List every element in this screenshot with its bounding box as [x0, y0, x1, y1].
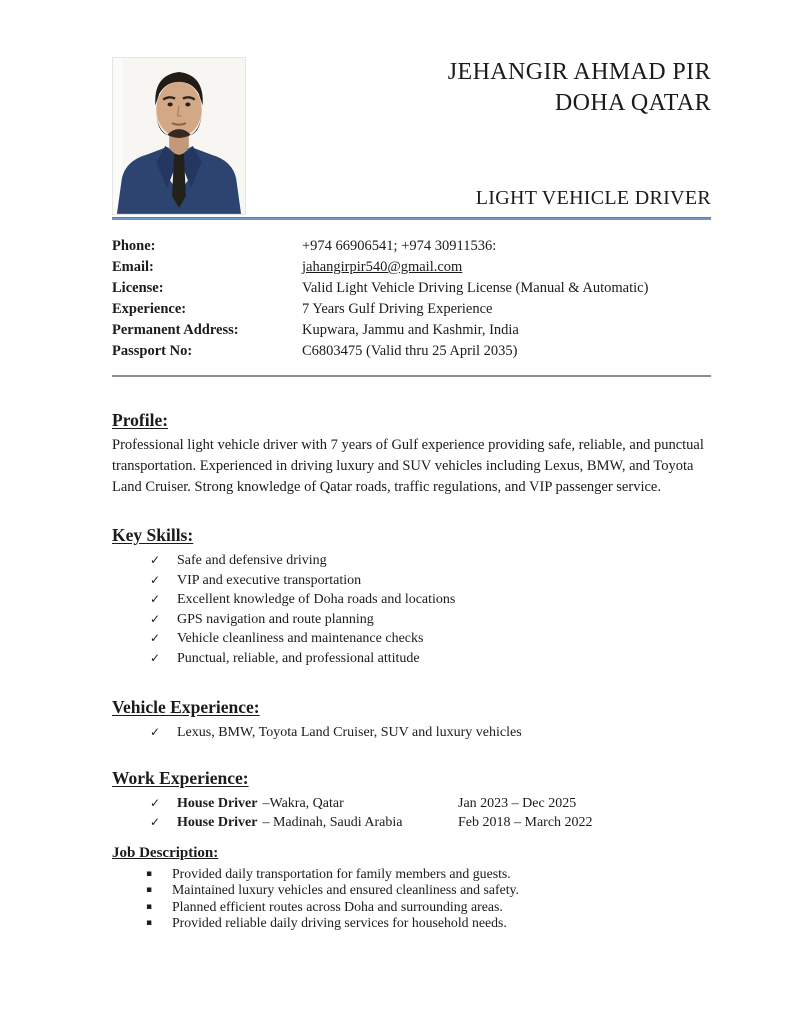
- accent-divider: [112, 217, 711, 220]
- key-skills-section: [112, 525, 711, 668]
- license-value: Valid Light Vehicle Driving License (Manual & Automatic): [302, 280, 649, 296]
- check-icon: ✓: [150, 725, 161, 739]
- work-experience-list: [112, 794, 711, 833]
- check-icon: ✓: [150, 553, 161, 567]
- contact-row-license: [112, 278, 711, 299]
- contact-label: Email:: [112, 259, 154, 275]
- skill-text: Vehicle cleanliness and maintenance checks: [177, 631, 424, 646]
- skill-item: [150, 551, 711, 571]
- applicant-name: JEHANGIR AHMAD PIR: [447, 59, 711, 85]
- jd-text: Provided daily transportation for family members and guests.: [172, 865, 511, 881]
- skill-text: VIP and executive transportation: [177, 572, 362, 588]
- vehicle-experience-list: [112, 723, 711, 743]
- vehicle-text: Lexus, BMW, Toyota Land Cruiser, SUV and luxury vehicles: [177, 725, 522, 740]
- square-bullet-icon: ▪: [146, 901, 153, 912]
- name-block: [448, 57, 711, 119]
- contact-label: Experience:: [112, 301, 187, 317]
- email-link[interactable]: jahangirpir540@gmail.com: [302, 259, 463, 275]
- skill-text: Safe and defensive driving: [177, 553, 327, 568]
- jd-item: [146, 899, 711, 916]
- jd-text: Provided reliable daily driving services for household needs.: [172, 915, 507, 930]
- job-description-heading: Job Description:: [112, 844, 219, 861]
- check-icon: ✓: [150, 795, 161, 810]
- skill-item: [150, 649, 711, 669]
- check-icon: ✓: [150, 815, 161, 829]
- header: [112, 57, 711, 217]
- jd-text: Maintained luxury vehicles and ensured cleanliness and safety.: [172, 882, 519, 897]
- key-skills-list: [112, 551, 711, 668]
- contact-label: Permanent Address:: [112, 322, 239, 338]
- job-main: [177, 813, 458, 833]
- applicant-photo: [112, 57, 246, 215]
- square-bullet-icon: ▪: [146, 868, 153, 879]
- skill-text: GPS navigation and route planning: [177, 611, 374, 627]
- contact-row-address: [112, 320, 711, 341]
- job-description-list: [112, 866, 711, 932]
- job-title: LIGHT VEHICLE DRIVER: [475, 187, 711, 209]
- job-dates: Feb 2018 – March 2022: [458, 815, 593, 830]
- profile-section: [112, 410, 711, 498]
- contact-label: Passport No:: [112, 343, 193, 359]
- square-bullet-icon: ▪: [146, 885, 153, 895]
- job-location: – Madinah, Saudi Arabia: [262, 815, 403, 830]
- jd-text: Planned efficient routes across Doha and surrounding areas.: [172, 898, 503, 914]
- contact-row-experience: [112, 299, 711, 320]
- job-row: [150, 813, 711, 833]
- skill-item: [150, 610, 711, 630]
- address-value: Kupwara, Jammu and Kashmir, India: [302, 322, 519, 338]
- profile-heading: Profile:: [112, 410, 169, 430]
- check-icon: ✓: [150, 572, 161, 587]
- skill-text: Excellent knowledge of Doha roads and locations: [177, 592, 456, 607]
- skill-item: [150, 590, 711, 610]
- check-icon: ✓: [150, 592, 161, 606]
- header-text: [448, 57, 711, 217]
- jd-item: [146, 882, 711, 899]
- skill-item: [150, 629, 711, 649]
- contact-row-email: [112, 257, 711, 278]
- contact-row-phone: [112, 236, 711, 257]
- skill-item: [150, 571, 711, 591]
- phone-value: +974 66906541; +974 30911536:: [302, 238, 497, 254]
- job-dates: Jan 2023 – Dec 2025: [458, 795, 577, 811]
- key-skills-heading: Key Skills:: [112, 525, 194, 545]
- contact-label: Phone:: [112, 238, 156, 254]
- jd-item: [146, 915, 711, 932]
- vehicle-experience-section: [112, 697, 711, 743]
- job-location: –Wakra, Qatar: [262, 795, 344, 811]
- contact-section: [112, 236, 711, 362]
- check-icon: ✓: [150, 611, 161, 626]
- section-divider: [112, 375, 711, 377]
- jd-item: [146, 866, 711, 883]
- contact-row-passport: [112, 341, 711, 362]
- applicant-location: DOHA QATAR: [554, 90, 711, 116]
- job-role: House Driver: [177, 795, 258, 811]
- job-role: House Driver: [177, 815, 258, 830]
- check-icon: ✓: [150, 650, 161, 665]
- work-experience-heading: Work Experience:: [112, 767, 249, 788]
- job-main: [177, 794, 458, 814]
- profile-body: Professional light vehicle driver with 7 years of Gulf experience providing safe, reliable, and punctual transportation. Experienced in driving luxury and SUV vehicles including Lexus, BMW, and Toyota Land Cruiser. Strong knowledge of Qatar roads, traffic regulations, and VIP passenger service.: [112, 437, 704, 495]
- job-row: [150, 794, 711, 814]
- skill-text: Punctual, reliable, and professional attitude: [177, 650, 420, 666]
- square-bullet-icon: ▪: [146, 918, 153, 928]
- job-description-section: [112, 845, 711, 932]
- check-icon: ✓: [150, 631, 161, 645]
- vehicle-experience-heading: Vehicle Experience:: [112, 697, 260, 717]
- work-experience-section: [112, 768, 711, 833]
- portrait-photo-icon: [113, 58, 245, 214]
- contact-label: License:: [112, 280, 164, 296]
- passport-value: C6803475 (Valid thru 25 April 2035): [302, 343, 518, 359]
- vehicle-item: [150, 723, 711, 743]
- experience-value: 7 Years Gulf Driving Experience: [302, 301, 493, 317]
